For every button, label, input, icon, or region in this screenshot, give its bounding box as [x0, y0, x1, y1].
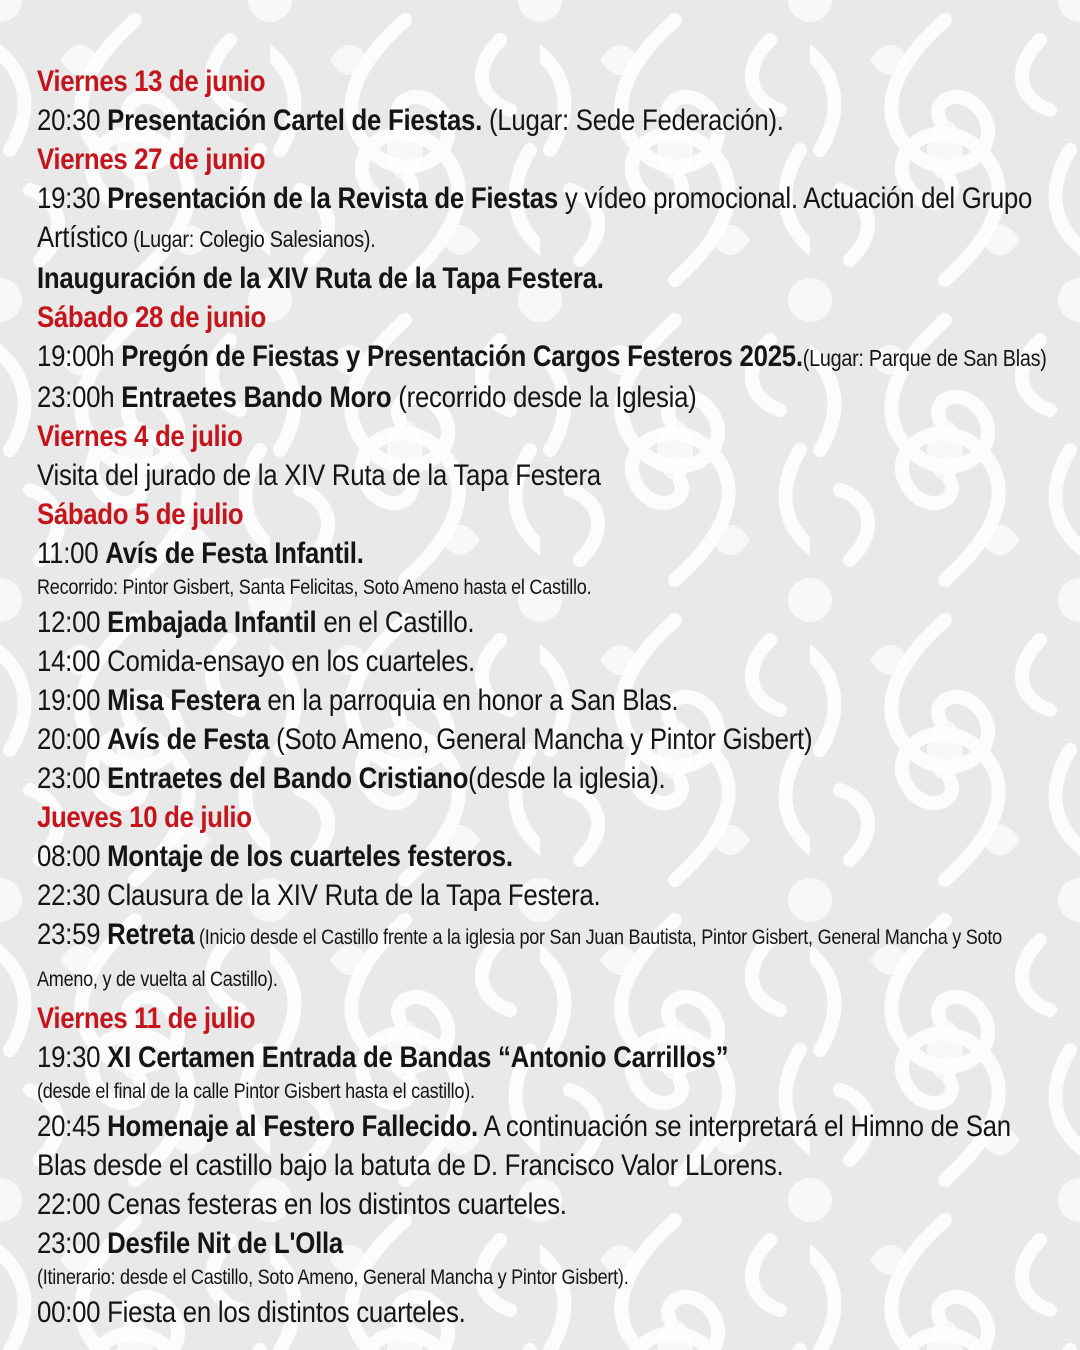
- event-title: Avís de Festa Infantil.: [105, 537, 364, 570]
- event-time-text: 20:00: [37, 723, 108, 756]
- event-line: [37, 720, 1048, 759]
- day-heading: Viernes 13 de junio: [37, 65, 266, 98]
- event-title: Desfile Nit de L'Olla: [107, 1227, 344, 1260]
- program-day: [37, 496, 906, 798]
- event-title: Entraetes Bando Moro: [121, 381, 392, 414]
- event-title: Misa Festera: [107, 684, 261, 717]
- day-heading: Sábado 28 de junio: [37, 301, 266, 334]
- event-line: [37, 259, 1048, 298]
- event-title: Avís de Festa: [107, 723, 270, 756]
- event-time-text: 23:59: [37, 918, 108, 951]
- event-line: [37, 759, 1048, 798]
- event-detail: (Lugar: Parque de San Blas): [802, 345, 1047, 371]
- event-line: [37, 603, 1048, 642]
- event-title: XI Certamen Entrada de Bandas “Antonio Carrillos”: [107, 1041, 729, 1074]
- event-time-text: 20:30: [37, 104, 108, 137]
- day-heading: Jueves 10 de julio: [37, 801, 252, 834]
- event-detail: Recorrido: Pintor Gisbert, Santa Felicitas, Soto Ameno hasta el Castillo.: [37, 576, 592, 599]
- event-title: Embajada Infantil: [107, 606, 317, 639]
- event-line: [37, 1038, 1048, 1077]
- event-detail: (desde el final de la calle Pintor Gisbert hasta el castillo).: [37, 1080, 475, 1103]
- event-title: Inauguración de la XIV Ruta de la Tapa Festera.: [37, 262, 604, 295]
- event-detail: (Inicio desde el Castillo frente a la iglesia por San Juan Bautista, Pintor Gisbert, General Mancha y Soto Ameno, y de vuelta al Castillo).: [37, 926, 1002, 991]
- event-line: [37, 1185, 1048, 1224]
- event-title: Homenaje al Festero Fallecido.: [107, 1110, 478, 1143]
- event-line: [37, 1224, 1048, 1263]
- event-title: Entraetes del Bando Cristiano: [107, 762, 469, 795]
- day-heading: Viernes 11 de julio: [37, 1002, 256, 1035]
- program-day: [37, 1000, 1011, 1332]
- program-day: [37, 63, 906, 140]
- event-line: [37, 681, 1048, 720]
- event-detail: (Lugar: Sede Federación).: [482, 104, 784, 137]
- event-detail: en la parroquia en honor a San Blas.: [260, 684, 679, 717]
- event-time-text: Visita del jurado de la XIV Ruta de la Tapa Festera: [37, 459, 601, 492]
- event-time-text: 23:00: [37, 1227, 108, 1260]
- event-title: Presentación Cartel de Fiestas.: [107, 104, 483, 137]
- event-time-text: 23:00h: [37, 381, 122, 414]
- event-time-text: 22:30 Clausura de la XIV Ruta de la Tapa Festera.: [37, 879, 601, 912]
- event-line: [37, 101, 1048, 140]
- event-time-text: 11:00: [37, 537, 106, 570]
- event-time-text: 22:00 Cenas festeras en los distintos cuarteles.: [37, 1188, 567, 1221]
- event-time-text: 00:00 Fiesta en los distintos cuarteles.: [37, 1296, 466, 1329]
- program-day: [37, 799, 1002, 999]
- event-time-text: 19:30: [37, 182, 108, 215]
- program-day: [37, 299, 1047, 417]
- event-time-text: 08:00: [37, 840, 108, 873]
- event-time-text: 14:00 Comida-ensayo en los cuarteles.: [37, 645, 475, 678]
- event-line: [37, 915, 1048, 999]
- event-note: [37, 1263, 1048, 1293]
- program-day: [37, 141, 1033, 298]
- event-program: [37, 62, 1047, 1332]
- event-line: [37, 837, 1048, 876]
- event-detail: A continuación se interpretará el Himno de San Blas desde el castillo bajo la batuta de D. Francisco Valor LLorens.: [37, 1110, 1011, 1182]
- event-line: [37, 1293, 1048, 1332]
- day-heading: Viernes 4 de julio: [37, 420, 243, 453]
- event-detail: (desde la iglesia).: [468, 762, 666, 795]
- event-detail: (Lugar: Colegio Salesianos).: [127, 226, 376, 252]
- event-line: [37, 876, 1048, 915]
- event-detail: y vídeo promocional. Actuación del Grupo Artístico: [37, 182, 1033, 254]
- event-line: [37, 378, 1048, 417]
- event-time-text: 12:00: [37, 606, 108, 639]
- event-detail: (Soto Ameno, General Mancha y Pintor Gisbert): [269, 723, 813, 756]
- event-detail: (recorrido desde la Iglesia): [391, 381, 697, 414]
- event-detail: (Itinerario: desde el Castillo, Soto Ameno, General Mancha y Pintor Gisbert).: [37, 1266, 629, 1289]
- event-time-text: 23:00: [37, 762, 108, 795]
- day-heading: Sábado 5 de julio: [37, 498, 244, 531]
- event-line: [37, 337, 1048, 378]
- event-time-text: 19:00: [37, 684, 108, 717]
- event-note: [37, 1077, 1048, 1107]
- event-line: [37, 179, 1048, 259]
- event-line: [37, 1107, 1048, 1185]
- day-heading: Viernes 27 de junio: [37, 143, 266, 176]
- event-title: Montaje de los cuarteles festeros.: [107, 840, 513, 873]
- event-time-text: 20:45: [37, 1110, 108, 1143]
- event-line: [37, 456, 1048, 495]
- event-time-text: 19:00h: [37, 340, 122, 373]
- event-line: [37, 534, 1048, 573]
- event-title: Presentación de la Revista de Fiestas: [107, 182, 558, 215]
- event-title: Retreta: [107, 918, 195, 951]
- event-note: [37, 573, 1048, 603]
- event-line: [37, 642, 1048, 681]
- event-time-text: 19:30: [37, 1041, 108, 1074]
- event-detail: en el Castillo.: [316, 606, 475, 639]
- program-day: [37, 418, 906, 495]
- event-title: Pregón de Fiestas y Presentación Cargos Festeros 2025.: [121, 340, 803, 373]
